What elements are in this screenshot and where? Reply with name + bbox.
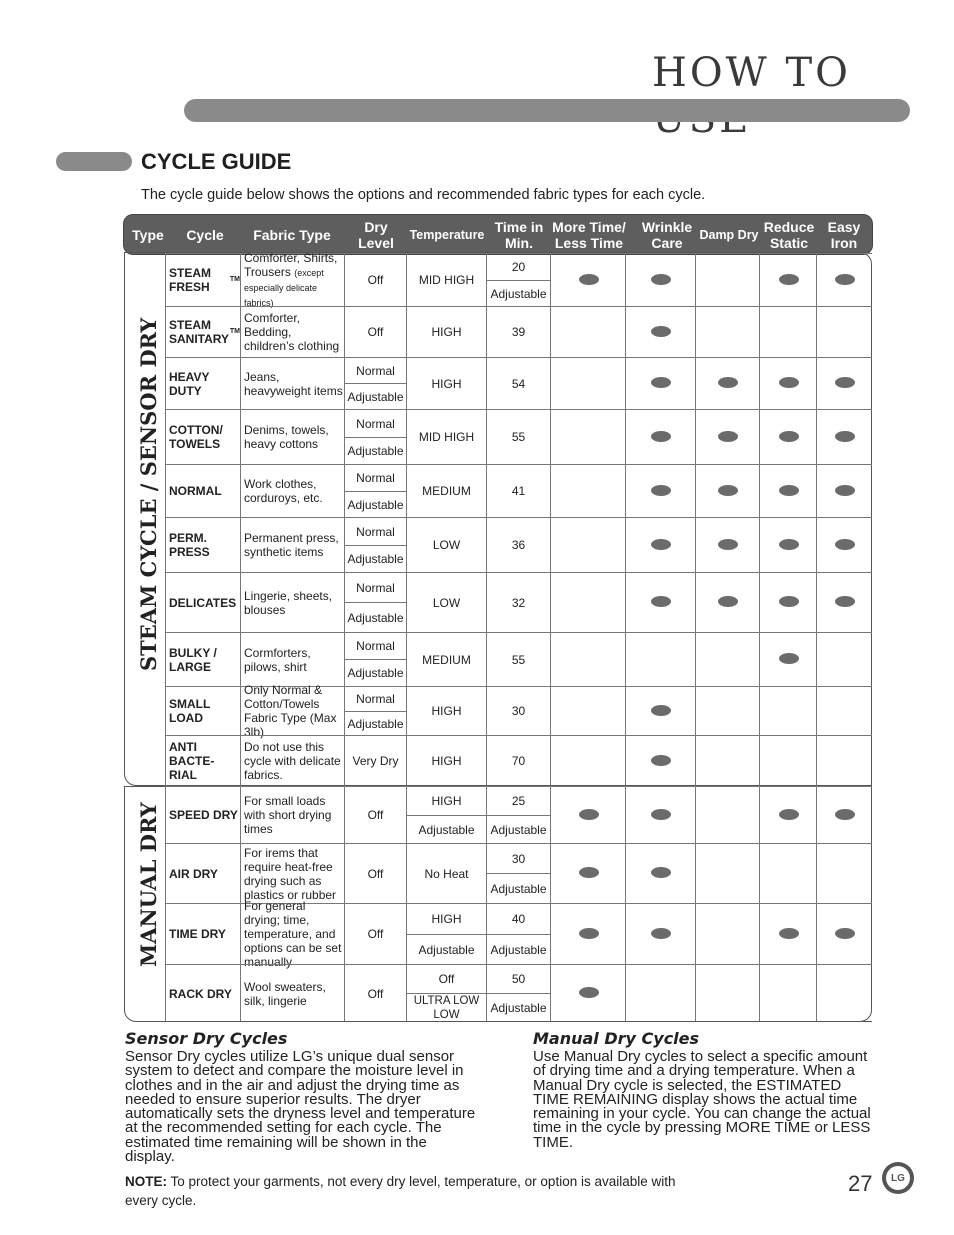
- check-dot-icon: [779, 431, 799, 442]
- header-cell-8: Damp Dry: [699, 228, 759, 242]
- temperature: HIGH: [406, 786, 486, 815]
- check-dot-icon: [835, 431, 855, 442]
- option-cell: [759, 464, 816, 517]
- temperature: HIGH: [406, 686, 486, 735]
- cycle-name: [165, 632, 240, 686]
- fabric-text: Work clothes, corduroys, etc.: [244, 477, 323, 505]
- check-dot-icon: [651, 377, 671, 388]
- temperature: Off: [406, 964, 486, 993]
- dry-level: Off: [344, 903, 406, 964]
- option-cell: [550, 632, 625, 686]
- option-cell: [625, 964, 695, 1022]
- check-dot-icon: [779, 485, 799, 496]
- option-cell: [550, 843, 625, 903]
- check-dot-icon: [835, 377, 855, 388]
- option-cell: [816, 786, 872, 843]
- cycle-name: [165, 517, 240, 572]
- option-cell: [816, 843, 872, 903]
- time-in-min: 32: [486, 572, 550, 632]
- option-cell: [759, 843, 816, 903]
- dry-level: Adjustable: [344, 659, 406, 686]
- option-cell: [759, 632, 816, 686]
- option-cell: [550, 686, 625, 735]
- option-cell: [759, 903, 816, 964]
- check-dot-icon: [651, 485, 671, 496]
- fabric-text: Do not use this cycle with delicate fabrics.: [244, 740, 341, 782]
- check-dot-icon: [779, 809, 799, 820]
- option-cell: [695, 632, 759, 686]
- time-in-min: 30: [486, 843, 550, 873]
- cycle-name: [165, 735, 240, 786]
- option-cell: [816, 686, 872, 735]
- option-cell: [550, 253, 625, 306]
- check-dot-icon: [779, 274, 799, 285]
- option-cell: [759, 735, 816, 786]
- fabric-note: especially delicate fabrics): [244, 282, 318, 308]
- fabric-type: [240, 683, 344, 739]
- cycle-name: [165, 409, 240, 464]
- time-in-min: 39: [486, 306, 550, 357]
- option-cell: [816, 964, 872, 1022]
- check-dot-icon: [651, 431, 671, 442]
- option-cell: [695, 306, 759, 357]
- time-in-min: 55: [486, 632, 550, 686]
- time-in-min: 70: [486, 735, 550, 786]
- temperature: LOW: [406, 517, 486, 572]
- cycle-name-text: COTTON/ TOWELS: [169, 423, 223, 451]
- option-cell: [816, 464, 872, 517]
- dry-level: Very Dry: [344, 735, 406, 786]
- cycle-name: [165, 357, 240, 409]
- time-in-min: 40: [486, 903, 550, 934]
- check-dot-icon: [835, 485, 855, 496]
- check-dot-icon: [779, 539, 799, 550]
- option-cell: [816, 306, 872, 357]
- table-header: [123, 214, 873, 255]
- option-cell: [625, 517, 695, 572]
- intro-text: The cycle guide below shows the options and recommended fabric types for each cycle.: [141, 187, 706, 203]
- option-cell: [695, 686, 759, 735]
- cycle-name: [165, 306, 240, 357]
- option-cell: [550, 517, 625, 572]
- cycle-name: [165, 786, 240, 843]
- option-cell: [550, 964, 625, 1022]
- temperature: No Heat: [406, 843, 486, 903]
- dry-level: Adjustable: [344, 491, 406, 517]
- dry-level: Normal: [344, 464, 406, 491]
- option-cell: [695, 572, 759, 632]
- time-in-min: 55: [486, 409, 550, 464]
- fabric-text: Comforter, Bedding, children’s clothing: [244, 311, 340, 353]
- dry-level: Normal: [344, 357, 406, 383]
- option-cell: [695, 735, 759, 786]
- fabric-type: [240, 250, 344, 308]
- header-cell-5: Time in Min.: [494, 219, 544, 251]
- time-in-min: 25: [486, 786, 550, 815]
- check-dot-icon: [651, 705, 671, 716]
- fabric-type: [240, 632, 344, 686]
- check-dot-icon: [835, 274, 855, 285]
- cycle-name-text: PERM. PRESS: [169, 531, 210, 559]
- fabric-text: Denims, towels, heavy cottons: [244, 423, 329, 451]
- option-cell: [759, 409, 816, 464]
- option-cell: [625, 572, 695, 632]
- check-dot-icon: [579, 809, 599, 820]
- header-cell-9: Reduce Static: [763, 219, 815, 251]
- cycle-name: [165, 903, 240, 964]
- temperature: HIGH: [406, 306, 486, 357]
- note: [125, 1172, 695, 1210]
- cycle-name-text: HEAVY DUTY: [169, 369, 210, 398]
- option-cell: [759, 964, 816, 1022]
- fabric-type: [240, 572, 344, 632]
- temperature: HIGH: [406, 903, 486, 934]
- check-dot-icon: [651, 539, 671, 550]
- temperature: LOW: [406, 572, 486, 632]
- check-dot-icon: [718, 377, 738, 388]
- option-cell: [625, 843, 695, 903]
- fabric-type: [240, 357, 344, 409]
- check-dot-icon: [651, 326, 671, 337]
- time-in-min: Adjustable: [486, 280, 550, 306]
- option-cell: [625, 686, 695, 735]
- temperature: ULTRA LOW LOW: [406, 993, 486, 1022]
- option-cell: [816, 632, 872, 686]
- header-cell-2: Fabric Type: [253, 227, 331, 243]
- option-cell: [550, 786, 625, 843]
- dry-level: Off: [344, 843, 406, 903]
- lg-logo-text: LG: [886, 1166, 910, 1190]
- option-cell: [759, 572, 816, 632]
- page-number: 27: [848, 1171, 873, 1196]
- cycle-name-text: NORMAL: [169, 484, 222, 498]
- dry-level: Adjustable: [344, 602, 406, 632]
- option-cell: [759, 357, 816, 409]
- fabric-text: For general drying; time, temperature, and options can be set manually: [244, 899, 342, 969]
- option-cell: [625, 786, 695, 843]
- fabric-text: Jeans, heavyweight items: [244, 369, 343, 398]
- header-cell-6: More Time/ Less Time: [552, 219, 626, 251]
- temperature: HIGH: [406, 357, 486, 409]
- option-cell: [625, 464, 695, 517]
- cycle-name-text: TIME DRY: [169, 927, 226, 941]
- fabric-type: [240, 843, 344, 903]
- lg-logo-icon: [882, 1162, 914, 1194]
- fabric-type: [240, 517, 344, 572]
- cycle-name-text: STEAM SANITARY: [169, 318, 229, 346]
- time-in-min: Adjustable: [486, 815, 550, 843]
- check-dot-icon: [718, 431, 738, 442]
- fabric-text: Permanent press, synthetic items: [244, 531, 339, 559]
- option-cell: [550, 357, 625, 409]
- time-in-min: 20: [486, 253, 550, 280]
- temperature: MID HIGH: [406, 409, 486, 464]
- check-dot-icon: [579, 867, 599, 878]
- check-dot-icon: [651, 867, 671, 878]
- cycle-name-text: AIR DRY: [169, 866, 218, 881]
- header-cell-1: Cycle: [186, 227, 224, 243]
- cycle-name: [165, 686, 240, 735]
- manual-heading: Manual Dry Cycles: [533, 1029, 700, 1048]
- check-dot-icon: [835, 928, 855, 939]
- check-dot-icon: [779, 596, 799, 607]
- option-cell: [695, 964, 759, 1022]
- time-in-min: Adjustable: [486, 873, 550, 903]
- option-cell: [759, 517, 816, 572]
- option-cell: [816, 735, 872, 786]
- option-cell: [695, 253, 759, 306]
- option-cell: [816, 253, 872, 306]
- header-cell-7: Wrinkle Care: [641, 219, 693, 251]
- fabric-type: [240, 735, 344, 786]
- header-cell-3: Dry Level: [358, 219, 394, 251]
- time-in-min: 50: [486, 964, 550, 993]
- check-dot-icon: [579, 928, 599, 939]
- time-in-min: 54: [486, 357, 550, 409]
- dry-level: Normal: [344, 409, 406, 437]
- option-cell: [816, 903, 872, 964]
- check-dot-icon: [651, 809, 671, 820]
- table-bottom-line: [165, 1021, 872, 1022]
- fabric-type: [240, 964, 344, 1022]
- option-cell: [695, 786, 759, 843]
- check-dot-icon: [835, 596, 855, 607]
- fabric-note: (except: [294, 267, 324, 278]
- time-in-min: 41: [486, 464, 550, 517]
- check-dot-icon: [718, 596, 738, 607]
- option-cell: [550, 903, 625, 964]
- fabric-text: Cormforters, pilows, shirt: [244, 645, 311, 674]
- cycle-name-text: STEAM FRESH: [169, 266, 211, 294]
- temperature: MEDIUM: [406, 464, 486, 517]
- cycle-name-text: SPEED DRY: [169, 808, 238, 822]
- fabric-text: Lingerie, sheets, blouses: [244, 588, 333, 617]
- option-cell: [759, 686, 816, 735]
- check-dot-icon: [579, 274, 599, 285]
- option-cell: [625, 903, 695, 964]
- note-label: NOTE:: [125, 1174, 167, 1189]
- header-cell-0: Type: [132, 227, 164, 243]
- check-dot-icon: [779, 377, 799, 388]
- dry-level: Adjustable: [344, 437, 406, 464]
- temperature: Adjustable: [406, 934, 486, 964]
- check-dot-icon: [779, 928, 799, 939]
- option-cell: [816, 517, 872, 572]
- check-dot-icon: [718, 485, 738, 496]
- option-cell: [625, 632, 695, 686]
- cycle-name-text: SMALL LOAD: [169, 697, 211, 725]
- option-cell: [625, 253, 695, 306]
- time-in-min: Adjustable: [486, 993, 550, 1022]
- fabric-text: Wool sweaters, silk, lingerie: [244, 979, 326, 1008]
- fabric-type: [240, 786, 344, 843]
- option-cell: [816, 572, 872, 632]
- cycle-name-text: BULKY / LARGE: [169, 645, 217, 674]
- cycle-name-text: ANTI BACTE- RIAL: [169, 740, 215, 782]
- option-cell: [625, 306, 695, 357]
- header-cell-4: Temperature: [409, 228, 485, 242]
- check-dot-icon: [718, 539, 738, 550]
- dry-level: Off: [344, 306, 406, 357]
- option-cell: [695, 517, 759, 572]
- group-label-sensor: STEAM CYCLE / SENSOR DRY: [136, 317, 161, 671]
- section-title: CYCLE GUIDE: [141, 149, 292, 174]
- option-cell: [550, 735, 625, 786]
- header-cell-10: Easy Iron: [827, 219, 861, 251]
- option-cell: [625, 357, 695, 409]
- option-cell: [550, 409, 625, 464]
- cycle-name: [165, 572, 240, 632]
- option-cell: [550, 464, 625, 517]
- dry-level: Adjustable: [344, 383, 406, 409]
- cycle-name-text: RACK DRY: [169, 986, 232, 1001]
- option-cell: [695, 843, 759, 903]
- page-header-title: HOW TO: [652, 50, 851, 96]
- header-bar: [184, 99, 910, 122]
- option-cell: [695, 903, 759, 964]
- cycle-name: [165, 964, 240, 1022]
- time-in-min: Adjustable: [486, 934, 550, 964]
- option-cell: [550, 306, 625, 357]
- cycle-name: [165, 464, 240, 517]
- dry-level: Normal: [344, 517, 406, 545]
- temperature: MEDIUM: [406, 632, 486, 686]
- group-label-manual: MANUAL DRY: [136, 802, 161, 967]
- fabric-text: Only Normal & Cotton/Towels Fabric Type (Max 3lb): [244, 683, 337, 739]
- dry-level: Normal: [344, 572, 406, 602]
- note-text: To protect your garments, not every dry level, temperature, or option is available with every cycle.: [125, 1174, 676, 1208]
- option-cell: [695, 357, 759, 409]
- dry-level: Normal: [344, 686, 406, 711]
- manual-text: Use Manual Dry cycles to select a specific amount of drying time and a drying temperature. When a Manual Dry cycle is selected, the ESTIMATED TIME REMAINING display shows the actual time remaining in your cycle. You can change the actual time in the cycle by pressing MORE TIME or LESS TIME.: [533, 1048, 871, 1151]
- sensor-heading: Sensor Dry Cycles: [125, 1029, 288, 1048]
- dry-level: Adjustable: [344, 711, 406, 735]
- option-cell: [695, 409, 759, 464]
- cycle-name: [165, 253, 240, 306]
- cycle-name: [165, 843, 240, 903]
- fabric-text: For small loads with short drying times: [244, 794, 332, 836]
- option-cell: [816, 357, 872, 409]
- check-dot-icon: [651, 274, 671, 285]
- temperature: Adjustable: [406, 815, 486, 843]
- check-dot-icon: [835, 809, 855, 820]
- dry-level: Normal: [344, 632, 406, 659]
- dry-level: Off: [344, 786, 406, 843]
- temperature: HIGH: [406, 735, 486, 786]
- fabric-type: [240, 306, 344, 357]
- check-dot-icon: [779, 653, 799, 664]
- option-cell: [625, 409, 695, 464]
- check-dot-icon: [651, 755, 671, 766]
- option-cell: [695, 464, 759, 517]
- dry-level: Off: [344, 964, 406, 1022]
- check-dot-icon: [579, 987, 599, 998]
- option-cell: [759, 306, 816, 357]
- sensor-text: Sensor Dry cycles utilize LG’s unique dual sensor system to detect and compare the moisture level in clothes and in the air and adjust the drying time as needed to ensure superior results. The dryer automatically sets the dryness level and temperature at the recommended setting for each cycle. The estimated time remaining will be shown in the display.: [125, 1048, 476, 1166]
- cycle-name-text: DELICATES: [169, 595, 237, 610]
- time-in-min: 30: [486, 686, 550, 735]
- dry-level: Off: [344, 253, 406, 306]
- check-dot-icon: [835, 539, 855, 550]
- temperature: MID HIGH: [406, 253, 486, 306]
- option-cell: [759, 786, 816, 843]
- option-cell: [550, 572, 625, 632]
- fabric-text: For irems that require heat-free drying such as plastics or rubber: [244, 845, 337, 902]
- trademark: TM: [229, 276, 240, 283]
- check-dot-icon: [651, 596, 671, 607]
- trademark: TM: [229, 328, 240, 335]
- fabric-type: [240, 899, 344, 969]
- option-cell: [625, 735, 695, 786]
- option-cell: [816, 409, 872, 464]
- section-pill: [56, 152, 132, 171]
- fabric-text: Comforter, Shirts, Trousers: [244, 250, 338, 279]
- time-in-min: 36: [486, 517, 550, 572]
- fabric-type: [240, 409, 344, 464]
- check-dot-icon: [651, 928, 671, 939]
- fabric-type: [240, 464, 344, 517]
- option-cell: [759, 253, 816, 306]
- dry-level: Adjustable: [344, 545, 406, 572]
